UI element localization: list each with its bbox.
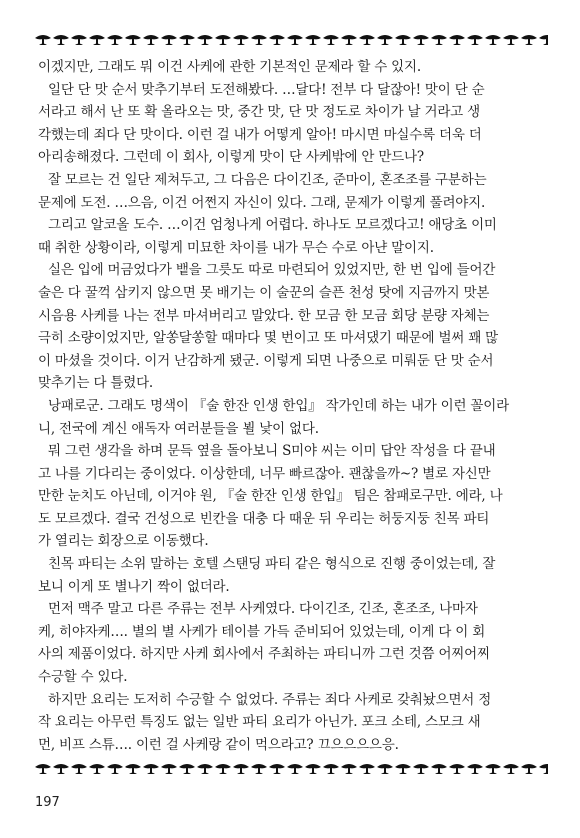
- text-line: 문제에 도전. …으음, 이건 어쩐지 자신이 있다. 그래, 문제가 이렇게 풀려야지.: [38, 194, 486, 211]
- ornament-icon: [340, 763, 358, 775]
- ornament-icon: [286, 34, 304, 46]
- text-line: 친목 파티는 소위 말하는 호텔 스탠딩 파티 같은 형식으로 진행 중이었는데, 잘: [48, 556, 496, 573]
- ornament-icon: [196, 34, 214, 46]
- text-line: 아리송해졌다. 그런데 이 회사, 이렇게 맛이 단 사케밖에 안 만드나?: [38, 149, 424, 166]
- ornament-icon: [430, 34, 448, 46]
- ornament-icon: [538, 763, 548, 775]
- text-line: 때 취한 상황이라, 이렇게 미묘한 차이를 내가 무슨 수로 아냔 말이지.: [38, 239, 434, 256]
- ornament-icon: [88, 763, 106, 775]
- text-line: 뭐 그런 생각을 하며 문득 옆을 돌아보니 S미야 씨는 이미 답안 작성을 다 끝내: [48, 443, 496, 460]
- body-text: [38, 56, 546, 756]
- bottom-ornament-border: [34, 763, 548, 777]
- ornament-icon: [160, 763, 178, 775]
- ornament-icon: [160, 34, 178, 46]
- ornament-icon: [394, 34, 412, 46]
- text-line: 이겠지만, 그래도 뭐 이건 사케에 관한 기본적인 문제라 할 수 있지.: [38, 59, 421, 75]
- ornament-icon: [142, 763, 160, 775]
- text-line: 케, 히야자케…. 별의 별 사케가 테이블 가득 준비되어 있었는데, 이게 다 이 회: [38, 623, 486, 640]
- ornament-icon: [214, 763, 232, 775]
- ornament-icon: [286, 763, 304, 775]
- ornament-icon: [178, 34, 196, 46]
- ornament-icon: [376, 34, 394, 46]
- ornament-icon: [106, 763, 124, 775]
- text-line: 보니 이게 또 별나기 짝이 없더라.: [38, 578, 230, 595]
- text-line: 작 요리는 아무런 특징도 없는 일반 파티 요리가 아닌가. 포크 소테, 스모크 새: [38, 714, 481, 731]
- ornament-icon: [448, 763, 466, 775]
- text-line: 잘 모르는 건 일단 제쳐두고, 그 다음은 다이긴조, 준마이, 혼조조를 구분하는: [48, 171, 487, 188]
- text-line: 일단 단 맛 순서 맞추기부터 도전해봤다. …달다! 전부 다 달잖아! 맛이 단 순: [48, 81, 485, 98]
- ornament-icon: [538, 34, 548, 46]
- text-line: 고 나를 기다리는 중이었다. 이상한데, 너무 빠르잖아. 괜찮을까~? 별로 자신만: [38, 465, 491, 482]
- ornament-icon: [394, 763, 412, 775]
- text-line: 낭패로군. 그래도 명색이 『술 한잔 인생 한입』 작가인데 하는 내가 이런 꼴이라: [48, 397, 509, 414]
- text-line: 먼저 맥주 말고 다른 주류는 전부 사케였다. 다이긴조, 긴조, 혼조조, 나마자: [48, 601, 478, 618]
- ornament-icon: [178, 763, 196, 775]
- ornament-icon: [142, 34, 160, 46]
- ornament-icon: [304, 763, 322, 775]
- ornament-icon: [466, 763, 484, 775]
- ornament-icon: [484, 34, 502, 46]
- text-line: 니, 전국에 계신 애독자 여러분들을 뵐 낯이 없다.: [38, 420, 319, 437]
- text-line: 그리고 알코올 도수. …이건 엄청나게 어렵다. 하나도 모르겠다고! 애당초 이미: [48, 217, 497, 234]
- ornament-icon: [412, 763, 430, 775]
- ornament-icon: [448, 34, 466, 46]
- ornament-icon: [88, 34, 106, 46]
- ornament-icon: [214, 34, 232, 46]
- ornament-icon: [340, 34, 358, 46]
- ornament-icon: [466, 34, 484, 46]
- text-line: 하지만 요리는 도저히 수긍할 수 없었다. 주류는 죄다 사케로 갖춰놨으면서 정: [48, 691, 492, 708]
- top-ornament-border: [34, 34, 548, 48]
- text-line: 도 모르겠다. 결국 건성으로 빈칸을 대충 다 때운 뒤 우리는 허둥지둥 친목 파티: [38, 510, 490, 527]
- ornament-icon: [322, 34, 340, 46]
- text-line: 시음용 사케를 나는 전부 마셔버리고 말았다. 한 모금 한 모금 회당 분량 자체는: [38, 307, 490, 324]
- text-line: 이 마셨을 것이다. 이거 난감하게 됐군. 이렇게 되면 나중으로 미뤄둔 단 맛 순서: [38, 352, 494, 369]
- ornament-icon: [34, 34, 52, 46]
- ornament-icon: [52, 34, 70, 46]
- ornament-icon: [196, 763, 214, 775]
- ornament-icon: [70, 34, 88, 46]
- ornament-icon: [124, 763, 142, 775]
- text-line: 먼, 비프 스튜…. 이런 걸 사케랑 같이 먹으라고? 끄으으으으응.: [38, 736, 399, 753]
- ornament-icon: [268, 763, 286, 775]
- ornament-icon: [34, 763, 52, 775]
- ornament-icon: [430, 763, 448, 775]
- page-number: 197: [35, 795, 60, 810]
- text-line: 실은 입에 머금었다가 뱉을 그릇도 따로 마련되어 있었지만, 한 번 입에 들어간: [48, 262, 496, 279]
- ornament-icon: [358, 34, 376, 46]
- text-line: 맞추기는 다 틀렸다.: [38, 375, 154, 392]
- text-line: 가 열리는 회장으로 이동했다.: [38, 533, 209, 550]
- text-line: 극히 소량이었지만, 알쏭달쏭할 때마다 몇 번이고 또 마셔댔기 때문에 벌써 꽤 많: [38, 330, 499, 347]
- ornament-icon: [250, 34, 268, 46]
- text-line: 술은 다 꿀꺽 삼키지 않으면 못 배기는 이 술꾼의 슬픈 천성 탓에 지금까지 맛본: [38, 284, 490, 301]
- ornament-icon: [484, 763, 502, 775]
- ornament-icon: [250, 763, 268, 775]
- ornament-icon: [358, 763, 376, 775]
- text-line: 각했는데 죄다 단 맛이다. 이런 걸 내가 어떻게 알아! 마시면 마실수록 더욱 더: [38, 126, 482, 143]
- ornament-icon: [232, 34, 250, 46]
- ornament-icon: [106, 34, 124, 46]
- text-line: 사의 제품이었다. 하지만 사케 회사에서 주최하는 파티니까 그런 것쯤 어찌어찌: [38, 646, 490, 663]
- ornament-icon: [52, 763, 70, 775]
- ornament-icon: [520, 763, 538, 775]
- text-line: 서라고 해서 난 또 확 올라오는 맛, 중간 맛, 단 맛 정도로 차이가 날 거라고 생: [38, 104, 480, 121]
- ornament-icon: [304, 34, 322, 46]
- text-line: 수긍할 수 있다.: [38, 669, 128, 686]
- text-line: 만한 눈치도 아닌데, 이거야 원, 『술 한잔 인생 한입』 팀은 참패로구만. 에라, 나: [38, 488, 503, 505]
- ornament-icon: [232, 763, 250, 775]
- ornament-icon: [322, 763, 340, 775]
- ornament-icon: [70, 763, 88, 775]
- ornament-icon: [520, 34, 538, 46]
- ornament-icon: [376, 763, 394, 775]
- ornament-icon: [268, 34, 286, 46]
- ornament-icon: [502, 34, 520, 46]
- ornament-icon: [124, 34, 142, 46]
- ornament-icon: [412, 34, 430, 46]
- ornament-icon: [502, 763, 520, 775]
